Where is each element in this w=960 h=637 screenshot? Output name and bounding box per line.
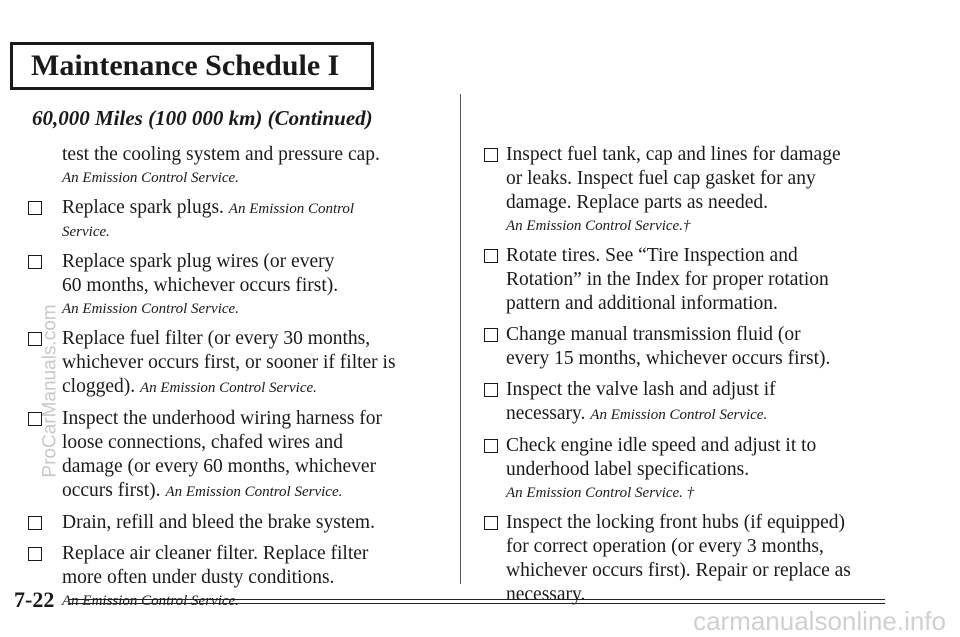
footer-rule [68,599,885,600]
item-text [484,378,924,427]
emission-note: An Emission Control Service. [62,170,239,186]
checkbox[interactable] [484,148,498,162]
item-line: Replace fuel filter (or every 30 months, [62,328,371,349]
item-line: whichever occurs first). Repair or replace as [506,560,851,581]
item-line: every 15 months, whichever occurs first). [506,348,831,369]
item-text [484,511,924,607]
item-line: Rotation” in the Index for proper rotation [506,269,829,290]
emission-note-inline: An Emission Control [228,201,355,217]
item-line: loose connections, chafed wires and [62,432,344,453]
emission-note-inline: An Emission Control Service. [165,484,343,500]
checklist-item [484,323,924,371]
item-text [484,143,924,237]
item-line [506,402,924,427]
item-text [24,327,454,400]
emission-note: Service. [62,224,110,240]
item-line: Rotate tires. See “Tire Inspection and [506,245,798,266]
checkbox[interactable] [484,439,498,453]
item-line [62,479,454,504]
checkbox[interactable] [484,328,498,342]
checklist-item [484,378,924,427]
item-line: Replace air cleaner filter. Replace filter [62,543,369,564]
item-line: necessary. [506,584,586,605]
item-line: Inspect the locking front hubs (if equipped) [506,512,845,533]
checklist-item [24,250,454,320]
page-number: 7-22 [14,587,55,612]
emission-note: An Emission Control Service. † [506,485,695,501]
checkbox[interactable] [28,201,42,215]
item-line: Replace spark plug wires (or every [62,251,335,272]
item-line: more often under dusty conditions. [62,567,335,588]
side-watermark: ProCarManuals.com [39,304,61,478]
item-line: damage (or every 60 months, whichever [62,456,377,477]
item-line: or leaks. Inspect fuel cap gasket for any [506,168,816,189]
item-line: Inspect the valve lash and adjust if [506,379,776,400]
item-line: Drain, refill and bleed the brake system. [62,512,375,533]
checklist-item [484,434,924,504]
item-line: Inspect the underhood wiring harness for [62,408,383,429]
left-column [24,143,454,619]
item-text [24,143,454,189]
checklist-item [484,511,924,607]
item-line: pattern and additional information. [506,293,778,314]
section-subtitle: 60,000 Miles (100 000 km) (Continued) [32,106,373,130]
item-line: 60 months, whichever occurs first). [62,275,339,296]
checkbox[interactable] [484,249,498,263]
bottom-watermark: carmanualsonline.info [693,606,946,636]
item-text [24,196,454,243]
right-column [484,143,924,614]
checklist-item [24,511,454,535]
item-line: whichever occurs first, or sooner if filter is [62,352,396,373]
item-line: Check engine idle speed and adjust it to [506,435,817,456]
item-line-text: Replace spark plugs. [62,197,224,218]
checklist-item [24,143,454,189]
item-text [484,434,924,504]
emission-note: An Emission Control Service. [62,593,239,609]
item-line-text: occurs first). [62,480,161,501]
checkbox[interactable] [28,547,42,561]
item-line: test the cooling system and pressure cap. [62,144,380,165]
item-line: Inspect fuel tank, cap and lines for damage [506,144,841,165]
page-title: Maintenance Schedule I [10,42,374,90]
checklist-item [24,327,454,400]
item-line-text: clogged). [62,376,136,397]
emission-note-inline: An Emission Control Service. [590,407,768,423]
checkbox[interactable] [28,516,42,530]
item-text [484,323,924,371]
item-line: damage. Replace parts as needed. [506,192,769,213]
footer-rule-secondary [68,603,885,604]
column-divider [460,94,461,584]
emission-note-inline: An Emission Control Service. [139,380,317,396]
checklist-item [24,196,454,243]
item-text [484,244,924,316]
checklist-item [484,244,924,316]
item-text [24,250,454,320]
emission-note: An Emission Control Service.† [506,218,691,234]
item-line: Change manual transmission fluid (or [506,324,801,345]
checklist-item [484,143,924,237]
checklist-item [24,407,454,504]
item-text [24,407,454,504]
item-line: underhood label specifications. [506,459,750,480]
item-line-text: necessary. [506,403,586,424]
checkbox[interactable] [484,516,498,530]
item-text [24,542,454,612]
checkbox[interactable] [484,383,498,397]
item-line [62,196,454,221]
checklist-item [24,542,454,612]
item-line: for correct operation (or every 3 months, [506,536,824,557]
emission-note: An Emission Control Service. [62,301,239,317]
item-line [62,375,454,400]
item-text [24,511,454,535]
checkbox[interactable] [28,255,42,269]
